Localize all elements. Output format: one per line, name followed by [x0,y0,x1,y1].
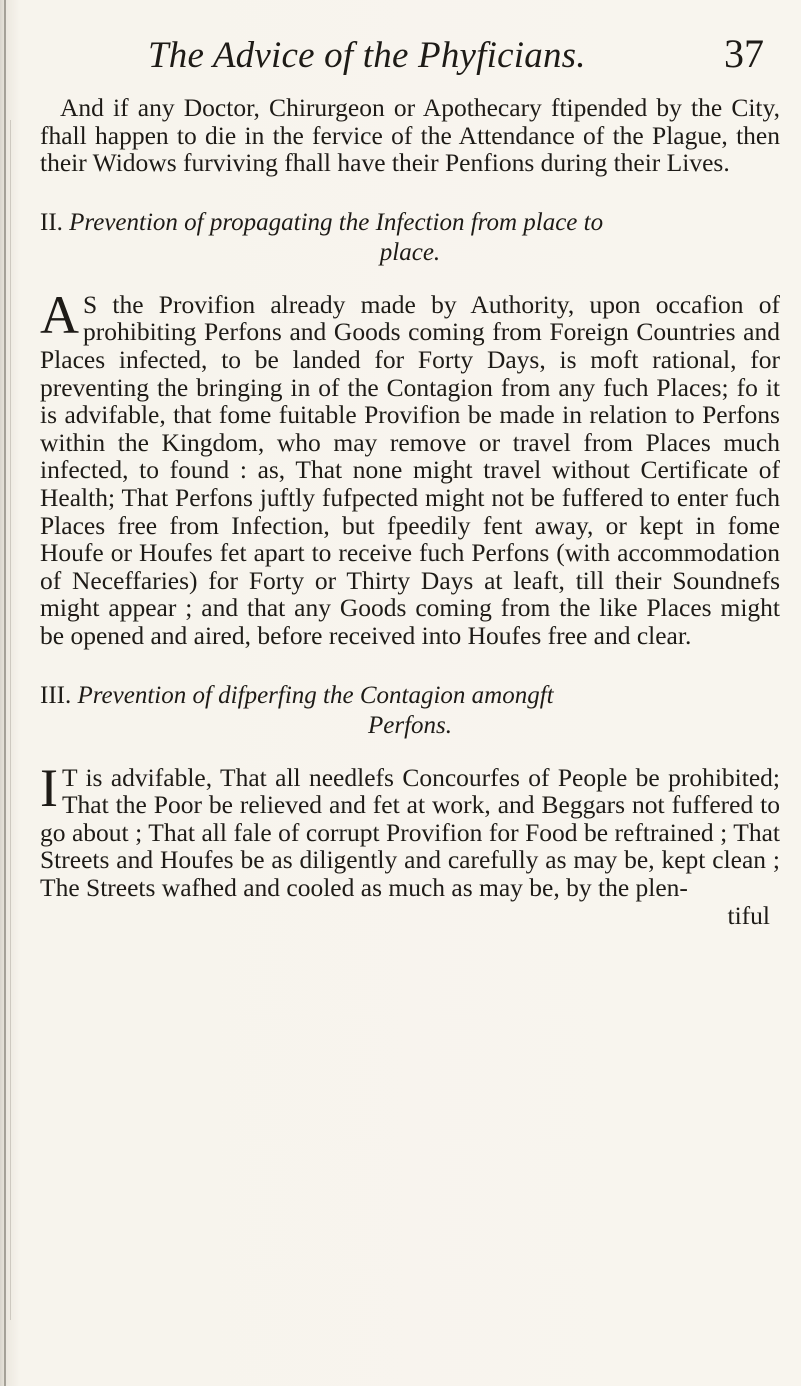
section-heading-iii [40,680,780,742]
section-text: S the Provifion already made by Authority, upon occafion of prohibiting Perfons and Goods coming from Foreign Countries and Places infected, to be landed for Forty Days, is moft rational, for preventing the bringing in of the Contagion from any fuch Places; fo it is advifable, that fome fuitable Provifion be made in relation to Perfons within the Kingdom, who may remove or travel from Places much infected, to found : as, That none might travel without Certificate of Health; That Perfons juftly fufpected might not be fuffered to enter fuch Places free from Infection, but fpeedily fent away, or kept in fome Houfe or Houfes fet apart to receive fuch Perfons (with accommodation of Neceffaries) for Forty or Thirty Days at leaft, till their Soundnefs might appear ; and that any Goods coming from the like Places might be opened and aired, before received into Houfes free and clear. [40,289,780,650]
drop-cap: I [40,757,58,818]
running-head [148,30,764,86]
section-number: III. [40,681,72,709]
page-number: 37 [724,31,764,76]
running-title: The Advice of the Phyficians. [148,35,586,76]
section-body-iii [40,757,780,902]
text-block [40,30,792,931]
section-text: T is advifable, That all needlefs Concourfes of People be prohibited; That the Poor be relieved and fet at work, and Beggars not fuffered to go about ; That all fale of corrupt Provifion for Food be reftrained ; That Streets and Houfes be as diligently and carefully as may be, kept clean ; The Streets wafhed and cooled as much as may be, by the plen- [40,762,780,902]
opening-paragraph: And if any Doctor, Chirurgeon or Apothecary ftipended by the City, fhall happen to die in the fervice of the Attendance of the Plague, then their Widows furviving fhall have their Penfions during their Lives. [40,93,780,178]
section-body-ii [40,284,780,650]
section-heading-ii [40,207,780,269]
binding-edge [4,0,6,1386]
section-title-line2: place. [379,238,441,266]
drop-cap: A [40,284,79,345]
section-title-line1: Prevention of propagating the Infection from place to [69,208,604,236]
catchword: tiful [727,901,770,931]
section-title-line1: Prevention of difperfing the Contagion amongft [77,681,554,709]
section-title-line2: Perfons. [367,711,453,739]
section-number: II. [40,208,63,236]
binding-shadow [10,120,11,1320]
catchword-row [40,901,780,931]
